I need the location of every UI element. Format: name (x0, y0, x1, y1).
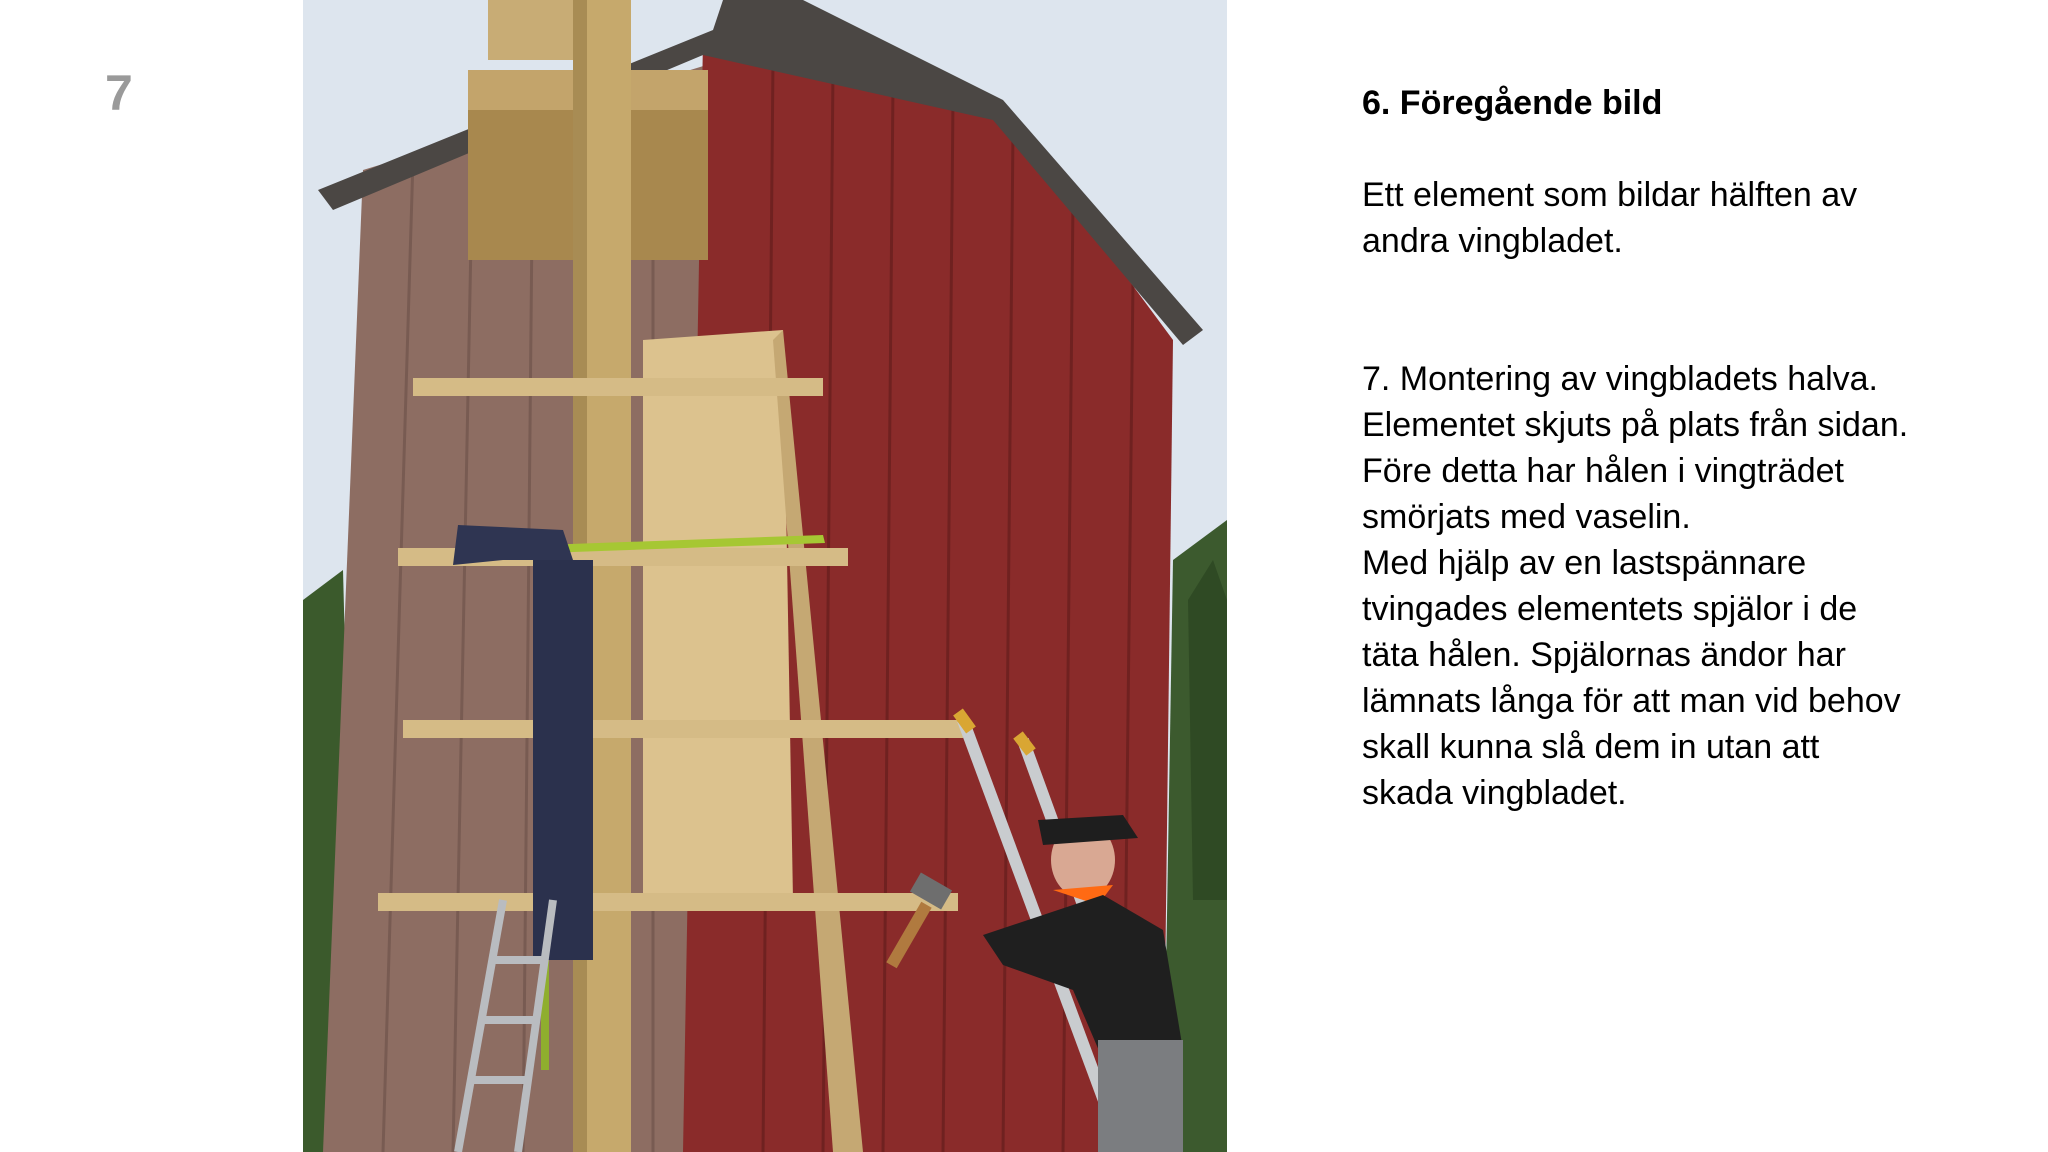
text-line: skada vingbladet. (1362, 774, 1627, 812)
paragraph-mounting (1362, 356, 2002, 816)
text-line: 7. Montering av vingbladets halva. (1362, 360, 1878, 398)
paragraph-previous-image (1362, 172, 2002, 264)
text-line: Elementet skjuts på plats från sidan. (1362, 406, 1909, 444)
text-line: täta hålen. Spjälornas ändor har (1362, 636, 1846, 674)
windmill-assembly-photo (303, 0, 1227, 1152)
slide-number: 7 (105, 65, 133, 121)
text-line: Med hjälp av en lastspännare (1362, 544, 1807, 582)
section-heading: 6. Föregående bild (1362, 84, 1663, 122)
text-line: smörjats med vaselin. (1362, 498, 1691, 536)
text-line: tvingades elementets spjälor i de (1362, 590, 1858, 628)
text-line: andra vingbladet. (1362, 222, 1623, 260)
text-line: lämnats långa för att man vid behov (1362, 682, 1901, 720)
text-line: Ett element som bildar hälften av (1362, 176, 1858, 214)
text-line: skall kunna slå dem in utan att (1362, 728, 1820, 766)
text-line: Före detta har hålen i vingträdet (1362, 452, 1844, 490)
description-column (1362, 80, 2002, 816)
